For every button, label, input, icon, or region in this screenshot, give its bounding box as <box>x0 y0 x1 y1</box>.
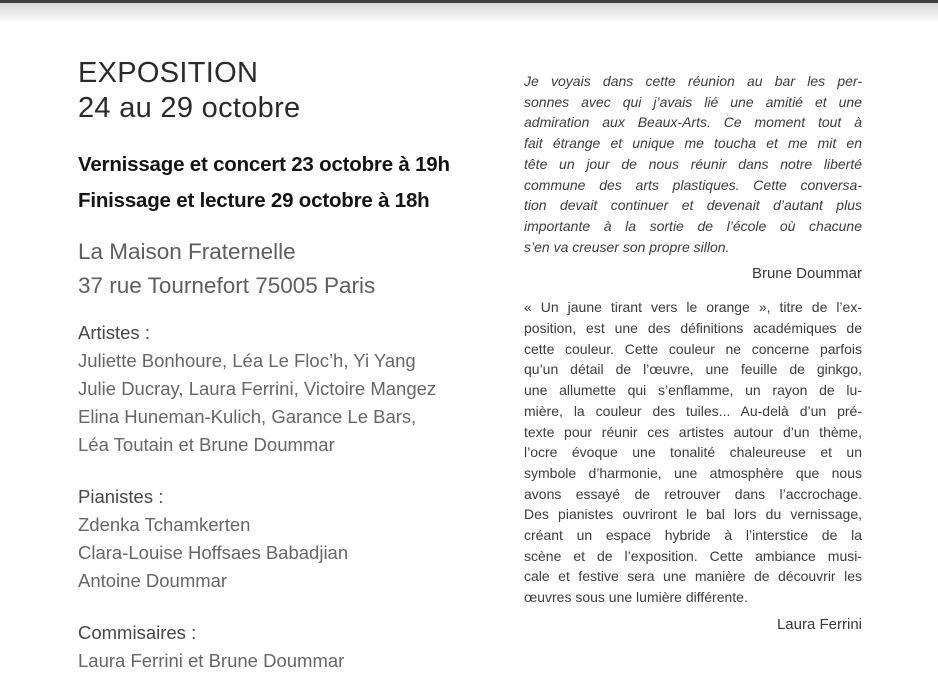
curators-heading: Commisaires : <box>78 622 197 643</box>
event-details-column <box>78 56 498 675</box>
statement-paragraph-line: qu’un détail de l’œuvre, une feuille de ginkgo, <box>524 361 862 378</box>
page-top-shadow <box>0 3 938 23</box>
pianists-heading: Pianistes : <box>78 486 164 507</box>
artists-list-line: Elina Huneman-Kulich, Garance Le Bars, <box>78 406 417 427</box>
statement-paragraph <box>524 297 862 608</box>
pianists-section <box>78 483 498 595</box>
statement-paragraph-line: texte pour réunir ces artistes autour d’un thème, <box>524 423 862 440</box>
vernissage-line: Vernissage et concert 23 octobre à 19h <box>78 153 450 176</box>
quote-paragraph-line: admiration aux Beaux-Arts. Ce moment tout à <box>524 114 862 131</box>
statement-paragraph-line: œuvres sous une lumière différente. <box>524 589 748 606</box>
artists-heading: Artistes : <box>78 322 150 343</box>
statement-paragraph-line: cette couleur. Cette couleur ne concerne parfois <box>524 340 862 357</box>
event-schedule <box>78 147 498 219</box>
venue-name: La Maison Fraternelle <box>78 239 296 264</box>
exhibition-dates: 24 au 29 octobre <box>78 92 301 124</box>
quote-paragraph-line: importante à la sortie de l’école où chacune <box>524 217 862 234</box>
quote-paragraph-line: tion devait continuer et devenait d’autant plus <box>524 197 862 214</box>
pianists-list <box>78 511 498 595</box>
texts-column <box>524 71 862 635</box>
quote-paragraph-line: fait étrange et unique me toucha et me mit en <box>524 135 862 152</box>
statement-paragraph-line: position, est une des définitions académiques de <box>524 320 862 337</box>
statement-signature: Laura Ferrini <box>776 615 862 633</box>
curators-list <box>78 647 498 675</box>
pianists-list-line: Antoine Doummar <box>78 570 228 591</box>
exhibition-title <box>78 56 498 126</box>
quote-paragraph-line: s’en va creuser son propre sillon. <box>524 238 730 255</box>
statement-paragraph-line: Des pianistes ouvriront le bal lors du vernissage, <box>524 506 862 523</box>
statement-paragraph-line: cale et festive sera une manière de découvrir les <box>524 568 862 585</box>
quote-paragraph <box>524 71 862 257</box>
curators-section <box>78 619 498 675</box>
quote-paragraph-line: commune des arts plastiques. Cette conversa- <box>524 176 862 193</box>
curators-list-line: Laura Ferrini et Brune Doummar <box>78 650 345 671</box>
artists-list-line: Juliette Bonhoure, Léa Le Floc’h, Yi Yang <box>78 350 416 371</box>
artists-section <box>78 319 498 459</box>
statement-paragraph-line: une allumette qui s’enflamme, un rayon de lu- <box>524 382 862 399</box>
finissage-line: Finissage et lecture 29 octobre à 18h <box>78 189 430 212</box>
quote-signature: Brune Doummar <box>751 265 862 283</box>
statement-paragraph-line: mière, la couleur des tuiles... Au-delà d’un pré- <box>524 402 862 419</box>
statement-paragraph-line: créant un espace hybride à l’interstice de la <box>524 527 862 544</box>
statement-paragraph-line: scène et de l’exposition. Cette ambiance musi- <box>524 547 862 564</box>
artists-list-line: Léa Toutain et Brune Doummar <box>78 434 335 455</box>
statement-paragraph-line: avons essayé de retrouver dans l’accrochage. <box>524 485 862 502</box>
pianists-list-line: Zdenka Tchamkerten <box>78 514 251 535</box>
venue-address <box>78 235 498 303</box>
statement-paragraph-line: « Un jaune tirant vers le orange », titre de l’ex- <box>524 299 862 316</box>
exhibition-title-line: EXPOSITION <box>78 57 259 89</box>
venue-street: 37 rue Tournefort 75005 Paris <box>78 273 376 298</box>
statement-paragraph-line: l’ocre évoque une tonalité chaleureuse et un <box>524 444 862 461</box>
statement-paragraph-line: symbole d’harmonie, une atmosphère que nous <box>524 464 862 481</box>
quote-paragraph-line: tête un jour de nous réunir dans notre liberté <box>524 155 862 172</box>
quote-paragraph-line: Je voyais dans cette réunion au bar les per- <box>524 73 862 89</box>
artists-list-line: Julie Ducray, Laura Ferrini, Victoire Mangez <box>78 378 437 399</box>
pianists-list-line: Clara-Louise Hoffsaes Babadjian <box>78 542 349 563</box>
artists-list <box>78 347 498 459</box>
quote-paragraph-line: sonnes avec qui j’avais lié une amitié et une <box>524 93 862 110</box>
